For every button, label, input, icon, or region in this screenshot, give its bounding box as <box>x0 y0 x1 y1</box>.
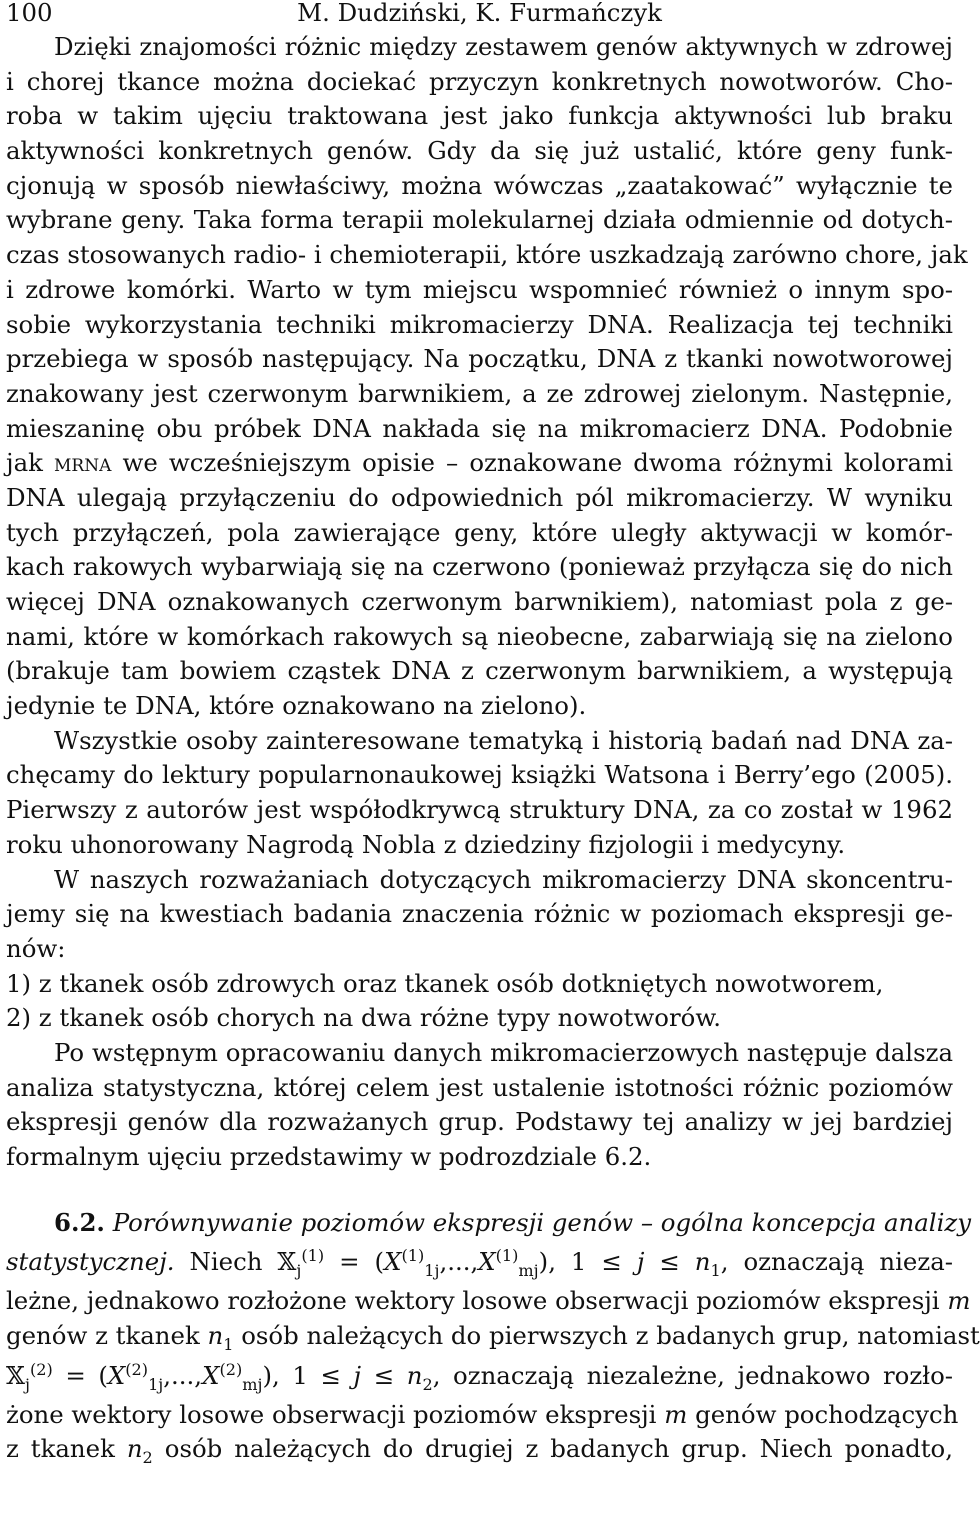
text-line: z tkanek $n_2$ osób należących do drugiej z badanych grup. Niech ponadto, <box>6 1434 953 1468</box>
text-line: cjonują w sposób niewłaściwy, można wówczas „zaatakować” wyłącznie te <box>6 170 953 200</box>
text-line: (brakuje tam bowiem cząstek DNA z czerwonym barwnikiem, a występują <box>6 656 953 686</box>
text-line-def2: 𝕏$_j^{(2)}$ = $(X^{(2)}_{1j},...,X^{(2)}_{mj})$, $1 \le j \le n_2$, oznaczają niezależne, jednakowo rozło- <box>6 1359 954 1394</box>
list-item: 2) z tkanek osób chorych na dwa różne typy nowotworów. <box>6 1003 722 1033</box>
text-line: roku uhonorowany Nagrodą Nobla z dziedziny fizjologii i medycyny. <box>6 829 846 859</box>
text-line: czas stosowanych radio- i chemioterapii, które uszkadzają zarówno chore, jak <box>6 240 968 270</box>
mrna-term: mrna <box>54 448 112 478</box>
text-line: formalnym ujęciu przedstawimy w podrozdziale 6.2. <box>6 1142 652 1171</box>
text-line: Wszystkie osoby zainteresowane tematyką i historią badań nad DNA za- <box>54 725 953 755</box>
text-line: i zdrowe komórki. Warto w tym miejscu wspomnieć również o innym spo- <box>6 274 953 304</box>
text-line: jemy się na kwestiach badania znaczenia różnic w poziomach ekspresji ge- <box>6 899 953 929</box>
text-line: nów: <box>6 933 66 963</box>
text-line: ekspresji genów dla rozważanych grup. Podstawy tej analizy w jej bardziej <box>6 1107 953 1137</box>
paragraph-4 <box>6 1036 953 1175</box>
section-6-2 <box>6 1206 980 1468</box>
text-line: W naszych rozważaniach dotyczących mikromacierzy DNA skoncentru- <box>54 864 953 894</box>
text-line: żone wektory losowe obserwacji poziomów ekspresji m genów pochodzących <box>6 1399 959 1429</box>
text-line-def1: statystycznej. Niech 𝕏$_j^{(1)}$ = $(X^{(1)}_{1j},...,X^{(1)}_{mj})$, $1 \le j \le n_1$, oznaczają nieza- <box>6 1246 953 1281</box>
paragraph-1 <box>6 30 968 724</box>
paragraph-2 <box>6 724 953 863</box>
text-line: Pierwszy z autorów jest współodkrywcą struktury DNA, za co został w 1962 <box>6 795 953 825</box>
section-title: Porównywanie poziomów ekspresji genów – ogólna koncepcja analizy <box>112 1207 972 1237</box>
section-number: 6.2. <box>54 1207 105 1237</box>
text-line: wybrane geny. Taka forma terapii molekularnej działa odmiennie od dotych- <box>6 205 953 235</box>
page-header <box>6 0 953 30</box>
text-line: Dzięki znajomości różnic między zestawem genów aktywnych w zdrowej <box>54 32 953 61</box>
text-line: i chorej tkance można dociekać przyczyn konkretnych nowotworów. Cho- <box>6 66 953 96</box>
text-line: leżne, jednakowo rozłożone wektory losowe obserwacji poziomów ekspresji m <box>6 1286 971 1316</box>
text-line: roba w takim ujęciu traktowana jest jako funkcja aktywności lub braku <box>6 101 953 131</box>
paragraph-3 <box>6 863 953 1036</box>
text-line: znakowany jest czerwonym barwnikiem, a ze zdrowej zielonym. Następnie, <box>6 378 953 408</box>
text-line: genów z tkanek $n_1$ osób należących do pierwszych z badanych grup, natomiast <box>6 1321 980 1354</box>
text-line: kach rakowych wybarwiają się na czerwono (ponieważ przyłącza się do nich <box>6 552 953 582</box>
running-title: M. Dudziński, K. Furmańczyk <box>297 0 662 27</box>
text-line: przebiega w sposób następujący. Na początku, DNA z tkanki nowotworowej <box>6 344 953 374</box>
text-line: DNA ulegają przyłączeniu do odpowiednich pól mikromacierzy. W wyniku <box>6 482 953 512</box>
text-line: analiza statystyczna, której celem jest ustalenie istotności różnic poziomów <box>6 1072 953 1102</box>
text-line: nami, które w komórkach rakowych są nieobecne, zabarwiają się na zielono <box>6 621 953 651</box>
text-line: Po wstępnym opracowaniu danych mikromacierzowych następuje dalsza <box>54 1037 953 1067</box>
text-line: mieszaninę obu próbek DNA nakłada się na mikromacierz DNA. Podobnie <box>6 413 953 443</box>
section-heading <box>6 1206 972 1241</box>
text-line: tych przyłączeń, pola zawierające geny, które uległy aktywacji w komór- <box>6 517 953 547</box>
page <box>6 0 980 1468</box>
text-line: chęcamy do lektury popularnonaukowej książki Watsona i Berry’ego (2005). <box>6 760 953 790</box>
text-line-mrna: jak mrna we wcześniejszym opisie – oznakowane dwoma różnymi kolorami <box>6 448 953 478</box>
text-line: więcej DNA oznakowanych czerwonym barwnikiem), natomiast pola z ge- <box>6 587 953 616</box>
page-number: 100 <box>6 0 53 27</box>
text-line: sobie wykorzystania techniki mikromacierzy DNA. Realizacja tej techniki <box>6 309 953 339</box>
text-line: aktywności konkretnych genów. Gdy da się już ustalić, które geny funk- <box>6 136 953 166</box>
list-item: 1) z tkanek osób zdrowych oraz tkanek osób dotkniętych nowotworem, <box>6 968 884 998</box>
text-line: jedynie te DNA, które oznakowano na zielono). <box>6 691 587 721</box>
